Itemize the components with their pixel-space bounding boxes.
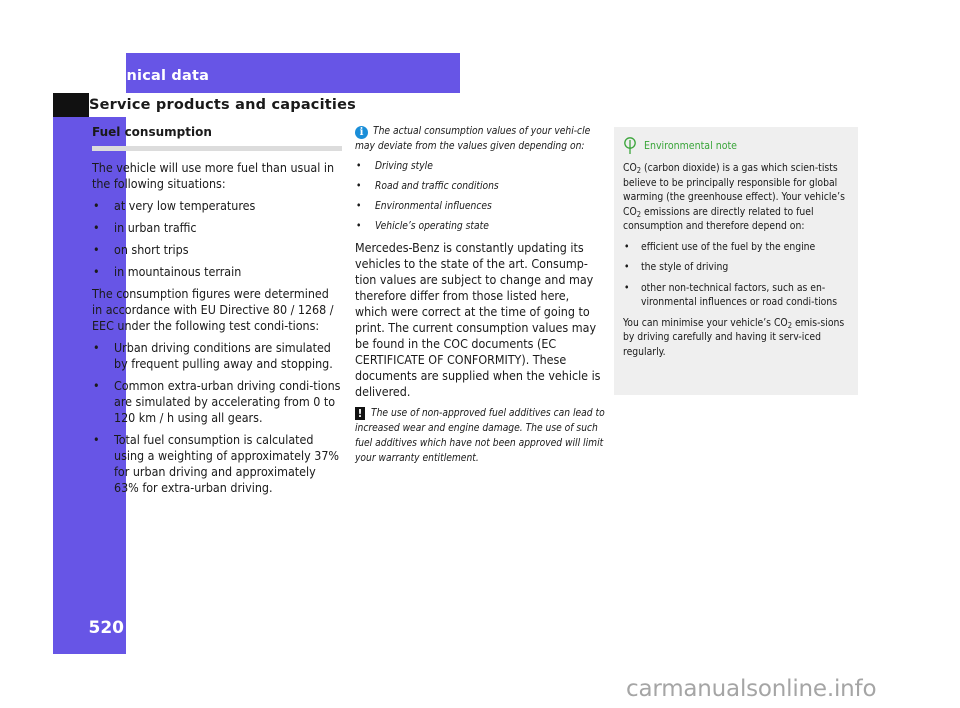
bullet-icon: • — [356, 201, 362, 212]
bullet-icon: • — [93, 242, 100, 257]
consumption-notes-column — [355, 124, 605, 466]
bullet-icon: • — [93, 220, 100, 235]
list-item: • in mountainous terrain — [93, 264, 242, 279]
heading-rule — [92, 146, 342, 151]
list-item: • in urban traffic — [93, 220, 197, 235]
section-title: Technical data — [89, 68, 210, 84]
section-tab-marker — [53, 93, 89, 117]
bullet-icon: • — [93, 340, 100, 355]
bullet-icon: • — [624, 240, 630, 253]
info-note: i The actual consumption values of your vehi-cle may deviate from the values given depending on: • Driving style • Road and traffic conditions • Environmental influences • Vehicle’s operating state — [355, 124, 605, 234]
list-item: • Vehicle’s operating state — [356, 221, 489, 232]
test-conditions-list — [92, 340, 342, 496]
list-item: • Urban driving conditions are simulated by frequent pulling away and stopping. — [93, 340, 333, 371]
list-item: • Environmental influences — [356, 201, 492, 212]
environmental-note-box — [614, 127, 858, 395]
minimise-paragraph: You can minimise your vehicle’s $CO_2$ emis-sions by driving carefully and having it serv-iced regularly. — [623, 316, 845, 358]
bullet-icon: • — [356, 221, 362, 232]
watermark: carmanualsonline.info — [626, 676, 877, 702]
fuel-consumption-column — [92, 124, 342, 502]
factor-list — [355, 159, 605, 234]
fuel-consumption-heading: Fuel consumption — [92, 125, 212, 139]
list-item: • Total fuel consumption is calculated using a weighting of approximately 37% for urban driving and approximately 63% for extra-urban driving. — [93, 432, 340, 495]
bullet-icon: • — [624, 261, 630, 273]
list-item: • other non-technical factors, such as en-vironmental influences or road condi-tions — [624, 281, 838, 308]
subsection-title: Service products and capacities — [89, 97, 356, 113]
list-item: • Common extra-urban driving condi-tions are simulated by accelerating from 0 to 120 km / h using all gears. — [93, 378, 341, 425]
list-item: • the style of driving — [624, 261, 729, 273]
bullet-icon: • — [624, 281, 630, 294]
page-number: 520 — [88, 618, 124, 638]
situation-list — [92, 198, 342, 280]
environmental-note-title: Environmental note — [644, 139, 737, 152]
list-item: • efficient use of the fuel by the engine — [624, 240, 816, 253]
bullet-icon: • — [356, 161, 362, 172]
bullet-icon: • — [356, 181, 362, 192]
leaf-icon — [623, 137, 637, 155]
info-icon: i — [355, 126, 368, 139]
intro-text: The vehicle will use more fuel than usual in the following situations: — [92, 160, 335, 191]
bullet-icon: • — [93, 432, 100, 447]
warning-icon: ! — [355, 407, 365, 420]
list-item: • at very low temperatures — [93, 198, 256, 213]
bullet-icon: • — [93, 264, 100, 279]
warning-note: ! The use of non-approved fuel additives can lead to increased wear and engine damage. The use of such fuel additives which have not been approved will limit your warranty entitlement. — [355, 407, 605, 464]
emission-factor-list — [623, 240, 850, 310]
test-conditions-intro: The consumption figures were determined in accordance with EU Directive 80 / 1268 / EEC under the following test condi-tions: — [92, 286, 334, 333]
bullet-icon: • — [93, 378, 100, 393]
bullet-icon: • — [93, 198, 100, 213]
list-item: • Driving style — [356, 161, 433, 172]
list-item: • Road and traffic conditions — [356, 181, 499, 192]
list-item: • on short trips — [93, 242, 189, 257]
update-paragraph: Mercedes-Benz is constantly updating its vehicles to the state of the art. Consump-tion values are subject to change and may therefore differ from those listed here, which were correct at the time of going to print. The current consumption values may be found in the COC documents (EC CERTIFICATE OF CONFORMITY). These documents are supplied when the vehicle is delivered. — [355, 240, 601, 399]
co2-paragraph: $CO_2$ (carbon dioxide) is a gas which scien-tists believe to be principally responsible for global warming (the greenhouse effect). Your vehicle’s $CO_2$ emissions are directly related to fuel consumption and therefore depend on: — [623, 162, 845, 232]
